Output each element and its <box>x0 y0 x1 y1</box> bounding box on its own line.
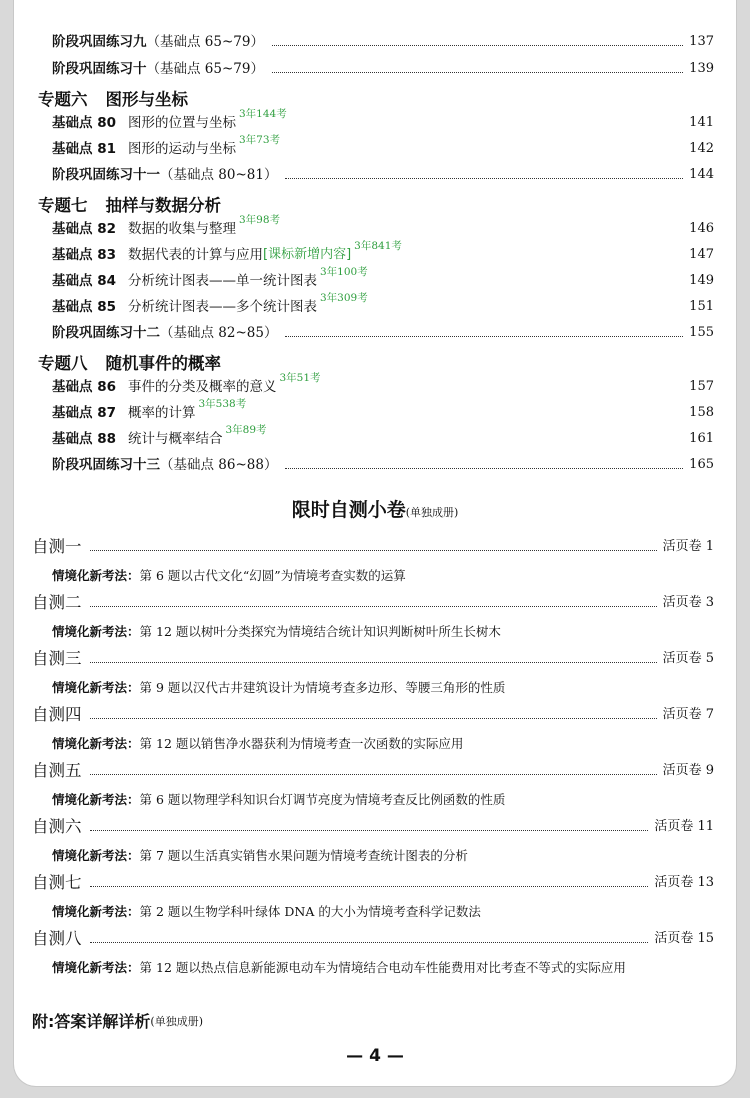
point-code: 基础点 84 <box>52 273 116 289</box>
point-name: 事件的分类及概率的意义 <box>128 379 277 395</box>
test-description <box>52 564 708 588</box>
page-footer: — 4 — <box>346 1046 404 1066</box>
desc-label: 情境化新考法： <box>52 904 140 919</box>
point-code: 基础点 82 <box>52 221 116 237</box>
page-number: 157 <box>689 379 714 394</box>
stage-label: 阶段巩固练习九 <box>52 34 147 50</box>
page-number: 144 <box>689 167 714 182</box>
topic-title: 随机事件的概率 <box>105 354 221 373</box>
test-name: 自测五 <box>32 761 82 780</box>
appendix-label: 答案详解详析 <box>54 1012 151 1031</box>
toc-row[interactable] <box>14 323 736 343</box>
stage-label: 阶段巩固练习十三 <box>52 457 160 473</box>
test-row[interactable] <box>14 929 736 949</box>
topic-heading[interactable] <box>38 192 221 216</box>
desc-text: 第 7 题以生活真实销售水果问题为情境考查统计图表的分析 <box>139 848 468 863</box>
test-name: 自测三 <box>32 649 82 668</box>
dot-leader <box>272 44 683 46</box>
topic-number: 专题六 <box>38 90 88 109</box>
test-name: 自测四 <box>32 705 82 724</box>
page-number: 142 <box>689 141 714 156</box>
dot-leader <box>90 941 649 943</box>
stage-range: （基础点 80~81） <box>160 167 278 183</box>
dot-leader <box>285 177 683 179</box>
toc-row[interactable] <box>14 32 736 52</box>
desc-label: 情境化新考法： <box>52 568 140 583</box>
exam-frequency-badge: 3年841考 <box>354 240 402 252</box>
appendix-prefix: 附: <box>32 1012 55 1031</box>
test-row[interactable] <box>14 593 736 613</box>
page-number: 161 <box>689 431 714 446</box>
desc-label: 情境化新考法： <box>52 792 140 807</box>
point-name: 概率的计算 <box>128 405 196 421</box>
test-name: 自测六 <box>32 817 82 836</box>
test-name: 自测二 <box>32 593 82 612</box>
page-number: 139 <box>689 61 714 76</box>
test-page: 活页卷 13 <box>654 875 714 890</box>
section-title <box>14 495 736 522</box>
test-row[interactable] <box>14 649 736 669</box>
point-code: 基础点 80 <box>52 115 116 131</box>
test-row[interactable] <box>14 817 736 837</box>
toc-row[interactable] <box>14 165 736 185</box>
page-number: 165 <box>689 457 714 472</box>
test-name: 自测七 <box>32 873 82 892</box>
test-page: 活页卷 11 <box>654 819 714 834</box>
desc-text: 第 12 题以树叶分类探究为情境结合统计知识判断树叶所生长树木 <box>139 624 501 639</box>
point-code: 基础点 83 <box>52 247 116 263</box>
page-number: 147 <box>689 247 714 262</box>
page-number: 149 <box>689 273 714 288</box>
exam-frequency-badge: 3年73考 <box>239 134 281 146</box>
point-code: 基础点 88 <box>52 431 116 447</box>
point-name: 分析统计图表——多个统计图表 <box>128 299 317 315</box>
point-name: 图形的运动与坐标 <box>128 141 236 157</box>
test-page: 活页卷 7 <box>662 707 714 722</box>
test-page: 活页卷 9 <box>662 763 714 778</box>
test-row[interactable] <box>14 761 736 781</box>
desc-text: 第 2 题以生物学科叶绿体 DNA 的大小为情境考查科学记数法 <box>139 904 481 919</box>
toc-page <box>14 0 736 1086</box>
page-number: 141 <box>689 115 714 130</box>
desc-text: 第 6 题以古代文化“幻圆”为情境考查实数的运算 <box>139 568 406 583</box>
topic-number: 专题八 <box>38 354 88 373</box>
appendix-note: (单独成册) <box>150 1015 204 1028</box>
toc-row[interactable] <box>14 398 736 423</box>
page-number: 155 <box>689 325 714 340</box>
exam-frequency-badge: 3年144考 <box>239 108 287 120</box>
dot-leader <box>272 71 683 73</box>
desc-label: 情境化新考法： <box>52 680 140 695</box>
stage-range: （基础点 65~79） <box>146 34 264 50</box>
test-row[interactable] <box>14 705 736 725</box>
exam-frequency-badge: 3年309考 <box>320 292 368 304</box>
dot-leader <box>90 605 657 607</box>
topic-title: 图形与坐标 <box>105 90 188 109</box>
test-description <box>52 788 708 812</box>
dot-leader <box>90 773 657 775</box>
dot-leader <box>90 661 657 663</box>
test-page: 活页卷 3 <box>662 595 714 610</box>
page-number: 137 <box>689 34 714 49</box>
test-description <box>52 956 708 980</box>
stage-range: （基础点 86~88） <box>160 457 278 473</box>
point-code: 基础点 86 <box>52 379 116 395</box>
section-title-text: 限时自测小卷 <box>291 499 406 521</box>
point-code: 基础点 87 <box>52 405 116 421</box>
dot-leader <box>285 335 683 337</box>
test-description <box>52 732 708 756</box>
topic-heading[interactable] <box>38 350 221 374</box>
topic-title: 抽样与数据分析 <box>105 196 221 215</box>
toc-row[interactable] <box>14 424 736 449</box>
toc-row[interactable] <box>14 455 736 475</box>
point-name: 数据的收集与整理 <box>128 221 236 237</box>
desc-text: 第 9 题以汉代古井建筑设计为情境考查多边形、等腰三角形的性质 <box>139 680 506 695</box>
appendix-row[interactable] <box>14 1012 736 1032</box>
test-row[interactable] <box>14 537 736 557</box>
section-note: (单独成册) <box>405 506 459 519</box>
new-content-tag: [课标新增内容] <box>263 247 352 262</box>
exam-frequency-badge: 3年538考 <box>198 398 247 410</box>
test-page: 活页卷 1 <box>662 539 714 554</box>
page-number: 146 <box>689 221 714 236</box>
exam-frequency-badge: 3年98考 <box>239 214 281 226</box>
exam-frequency-badge: 3年100考 <box>320 266 368 278</box>
stage-range: （基础点 65~79） <box>146 61 264 77</box>
topic-number: 专题七 <box>38 196 88 215</box>
toc-row[interactable] <box>14 372 736 397</box>
point-name: 统计与概率结合 <box>128 431 223 447</box>
point-name: 图形的位置与坐标 <box>128 115 236 131</box>
point-code: 基础点 85 <box>52 299 116 315</box>
test-row[interactable] <box>14 873 736 893</box>
test-description <box>52 844 708 868</box>
dot-leader <box>90 829 649 831</box>
stage-range: （基础点 82~85） <box>160 325 278 341</box>
toc-row[interactable] <box>14 240 736 265</box>
test-description <box>52 620 708 644</box>
desc-label: 情境化新考法： <box>52 960 140 975</box>
toc-row[interactable] <box>14 134 736 159</box>
toc-row[interactable] <box>14 292 736 317</box>
dot-leader <box>90 885 649 887</box>
exam-frequency-badge: 3年51考 <box>279 372 321 384</box>
point-name: 分析统计图表——单一统计图表 <box>128 273 317 289</box>
dot-leader <box>285 467 683 469</box>
desc-text: 第 12 题以销售净水器获利为情境考查一次函数的实际应用 <box>139 736 464 751</box>
topic-heading[interactable] <box>38 86 188 110</box>
stage-label: 阶段巩固练习十 <box>52 61 147 77</box>
test-page: 活页卷 15 <box>654 931 714 946</box>
stage-label: 阶段巩固练习十一 <box>52 167 160 183</box>
desc-label: 情境化新考法： <box>52 624 140 639</box>
toc-row[interactable] <box>14 108 736 133</box>
test-description <box>52 900 708 924</box>
desc-label: 情境化新考法： <box>52 736 140 751</box>
toc-row[interactable] <box>14 266 736 291</box>
desc-label: 情境化新考法： <box>52 848 140 863</box>
test-page: 活页卷 5 <box>662 651 714 666</box>
page-number: 151 <box>689 299 714 314</box>
test-name: 自测一 <box>32 537 82 556</box>
desc-text: 第 6 题以物理学科知识台灯调节亮度为情境考查反比例函数的性质 <box>139 792 506 807</box>
toc-row[interactable] <box>14 59 736 79</box>
point-name: 数据代表的计算与应用 <box>128 247 263 263</box>
stage-label: 阶段巩固练习十二 <box>52 325 160 341</box>
desc-text: 第 12 题以热点信息新能源电动车为情境结合电动车性能费用对比考查不等式的实际应用 <box>139 960 626 975</box>
exam-frequency-badge: 3年89考 <box>225 424 267 436</box>
test-description <box>52 676 708 700</box>
dot-leader <box>90 549 657 551</box>
point-code: 基础点 81 <box>52 141 116 157</box>
test-name: 自测八 <box>32 929 82 948</box>
page-number: 158 <box>689 405 714 420</box>
dot-leader <box>90 717 657 719</box>
